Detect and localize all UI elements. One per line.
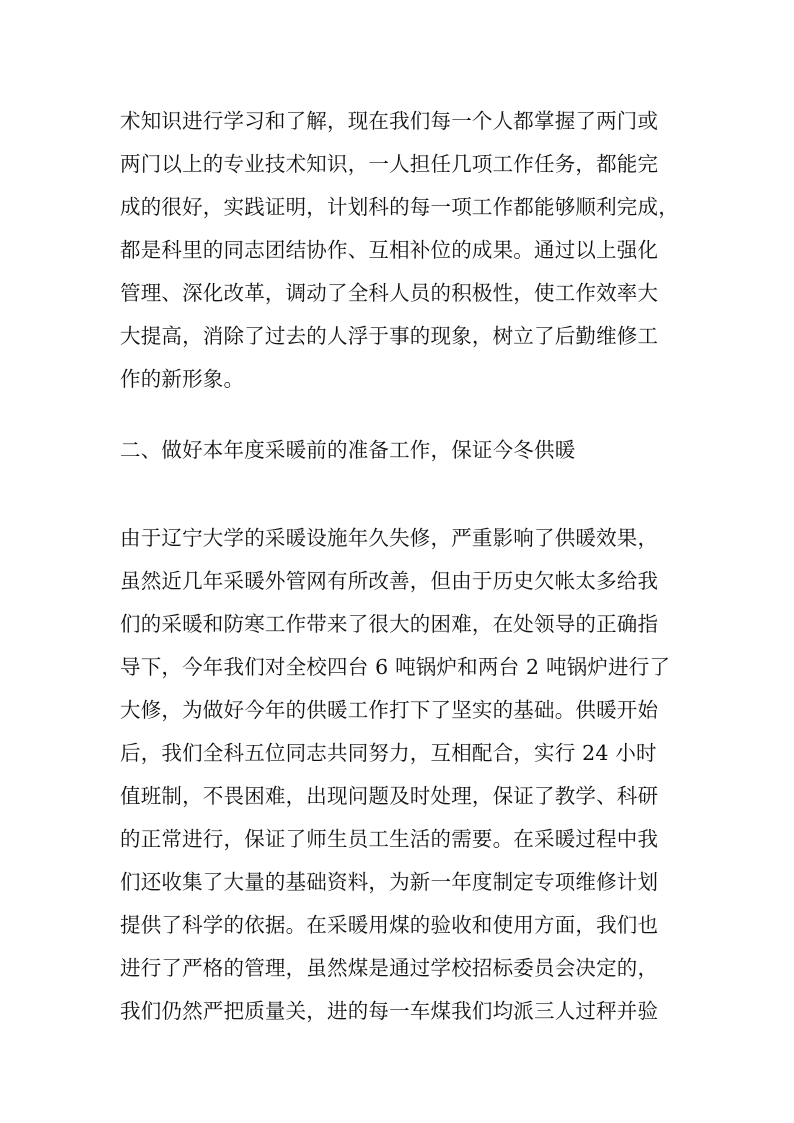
paragraph-line: 虽然近几年采暖外管网有所改善，但由于历史欠帐太多给我 bbox=[120, 569, 659, 593]
paragraph-line: 们的采暖和防寒工作带来了很大的困难，在处领导的正确指 bbox=[120, 612, 659, 636]
paragraph-line: 我们仍然严把质量关，进的每一车煤我们均派三人过秤并验 bbox=[120, 999, 659, 1023]
paragraph-line: 成的很好，实践证明，计划科的每一项工作都能够顺利完成， bbox=[120, 195, 679, 219]
paragraph-line: 进行了严格的管理，虽然煤是通过学校招标委员会决定的， bbox=[120, 956, 659, 980]
paragraph-line: 后，我们全科五位同志共同努力，互相配合，实行 24 小时 bbox=[120, 741, 657, 765]
paragraph-line: 们还收集了大量的基础资料，为新一年度制定专项维修计划 bbox=[120, 870, 659, 894]
paragraph-line: 两门以上的专业技术知识，一人担任几项工作任务，都能完 bbox=[120, 152, 659, 176]
paragraph-line: 管理、深化改革，调动了全科人员的积极性，使工作效率大 bbox=[120, 281, 659, 305]
paragraph-line: 大修，为做好今年的供暖工作打下了坚实的基础。供暖开始 bbox=[120, 698, 659, 722]
paragraph-line: 术知识进行学习和了解，现在我们每一个人都掌握了两门或 bbox=[120, 109, 659, 133]
paragraph-line: 大提高，消除了过去的人浮于事的现象，树立了后勤维修工 bbox=[120, 324, 659, 348]
paragraph-line: 作的新形象。 bbox=[120, 367, 245, 391]
paragraph-line: 导下，今年我们对全校四台 6 吨锅炉和两台 2 吨锅炉进行了 bbox=[120, 655, 671, 679]
paragraph-line: 都是科里的同志团结协作、互相补位的成果。通过以上强化 bbox=[120, 238, 659, 262]
paragraph-line: 由于辽宁大学的采暖设施年久失修，严重影响了供暖效果， bbox=[120, 526, 659, 550]
paragraph-line: 提供了科学的依据。在采暖用煤的验收和使用方面，我们也 bbox=[120, 913, 659, 937]
section-heading: 二、做好本年度采暖前的准备工作，保证今冬供暖 bbox=[120, 438, 576, 462]
paragraph-line: 值班制，不畏困难，出现问题及时处理，保证了教学、科研 bbox=[120, 784, 659, 808]
paragraph-line: 的正常进行，保证了师生员工生活的需要。在采暖过程中我 bbox=[120, 827, 659, 851]
